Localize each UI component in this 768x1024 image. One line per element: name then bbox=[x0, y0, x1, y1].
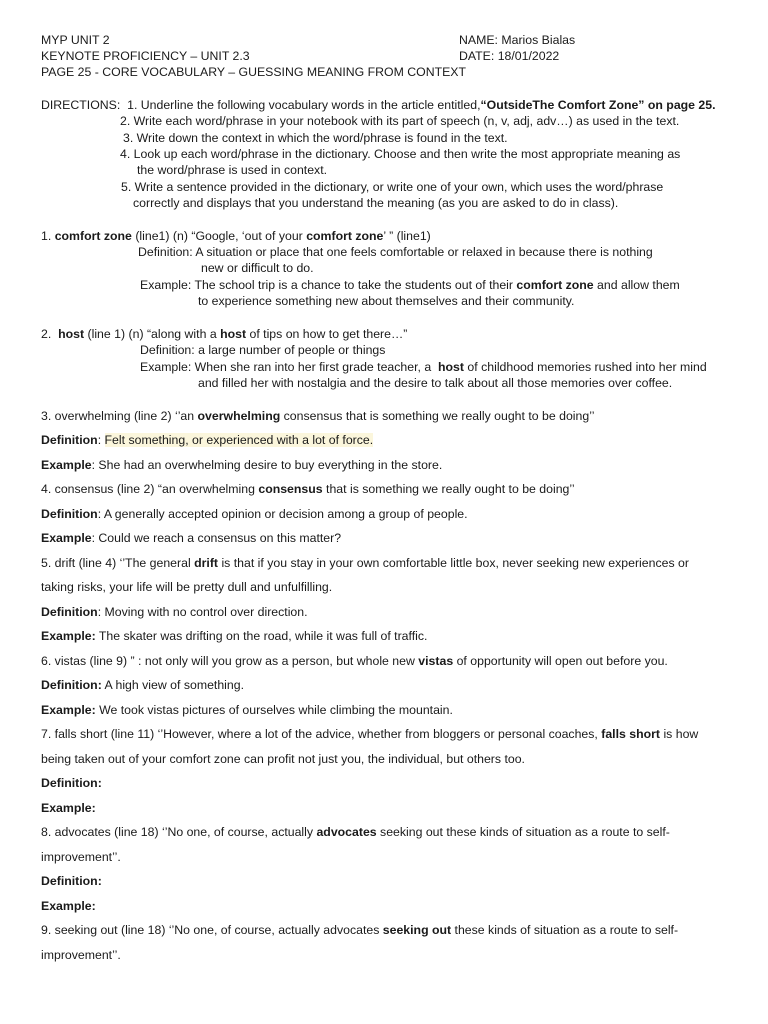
example-text: : Could we reach a consensus on this matter? bbox=[91, 531, 342, 545]
definition-text-highlighted: Felt something, or experienced with a lot of force. bbox=[104, 433, 374, 447]
example-text: and allow them bbox=[597, 278, 680, 292]
vocab-item-2-definition: Definition: a large number of people or things bbox=[140, 343, 386, 357]
example-text: We took vistas pictures of ourselves while climbing the mountain. bbox=[99, 703, 453, 717]
context-text: seeking out these kinds of situation as a route to self- bbox=[380, 825, 670, 839]
context-text: 9. seeking out (line 18) ‘’No one, of course, actually advocates bbox=[41, 923, 380, 937]
context-text: 4. consensus (line 2) “an overwhelming bbox=[41, 482, 255, 496]
definition-text: A high view of something. bbox=[104, 678, 244, 692]
example-label: Example: bbox=[41, 801, 96, 815]
definition-label: Definition: bbox=[41, 678, 102, 692]
date: DATE: 18/01/2022 bbox=[459, 49, 560, 63]
vocab-item-3-definition: Definition: Felt something, or experienced with a lot of force. bbox=[41, 433, 374, 447]
vocab-item-2-heading bbox=[41, 326, 407, 342]
item-number: 2. bbox=[41, 327, 52, 341]
example-text: : She had an overwhelming desire to buy everything in the store. bbox=[91, 458, 443, 472]
example-label: Example: bbox=[41, 629, 96, 643]
item-number: 1. bbox=[41, 229, 52, 243]
vocab-item-4-heading bbox=[41, 481, 575, 497]
context-text: 8. advocates (line 18) ‘’No one, of course, actually bbox=[41, 825, 314, 839]
example-text: Example: When she ran into her first grade teacher, a bbox=[140, 360, 432, 374]
page-title: PAGE 25 - CORE VOCABULARY – GUESSING MEANING FROM CONTEXT bbox=[41, 65, 467, 79]
vocab-item-3-heading bbox=[41, 408, 594, 424]
vocab-item-7-heading-cont: being taken out of your comfort zone can profit not just you, the individual, but others too. bbox=[41, 752, 525, 766]
vocab-word: advocates bbox=[316, 825, 377, 839]
vocab-item-1-definition: Definition: A situation or place that one feels comfortable or relaxed in because there is nothing bbox=[138, 245, 653, 259]
vocab-word: consensus bbox=[258, 482, 323, 496]
directions-step1 bbox=[41, 97, 716, 113]
directions-step5-cont: correctly and displays that you understand the meaning (as you are asked to do in class). bbox=[133, 196, 619, 210]
context-text: is that if you stay in your own comfortable little box, never seeking new experiences or bbox=[221, 556, 689, 570]
directions-step2: 2. Write each word/phrase in your notebook with its part of speech (n, v, adj, adv…) as used in the text. bbox=[120, 114, 680, 128]
vocab-item-5-definition bbox=[41, 604, 308, 620]
vocab-item-9-heading bbox=[41, 922, 678, 938]
context-text: 3. overwhelming (line 2) ‘’an bbox=[41, 409, 195, 423]
context-text: 7. falls short (line 11) ‘’However, where a lot of the advice, whether from bloggers or personal coaches, bbox=[41, 727, 598, 741]
vocab-item-6-example bbox=[41, 702, 453, 718]
vocab-item-3-example bbox=[41, 457, 442, 473]
vocab-item-6-heading bbox=[41, 653, 668, 669]
vocab-word: vistas bbox=[418, 654, 454, 668]
header-course: KEYNOTE PROFICIENCY – UNIT 2.3 bbox=[41, 49, 250, 63]
vocab-item-8-definition bbox=[41, 873, 102, 889]
directions-label: DIRECTIONS: bbox=[41, 98, 121, 112]
vocab-item-4-example bbox=[41, 530, 341, 546]
vocab-word-in-context: comfort zone bbox=[306, 229, 384, 243]
directions-step1-text: 1. Underline the following vocabulary words in the article entitled, bbox=[127, 98, 481, 112]
vocab-item-8-heading-cont: improvement’’. bbox=[41, 850, 121, 864]
vocab-item-8-heading bbox=[41, 824, 670, 840]
vocab-item-5-heading-cont: taking risks, your life will be pretty dull and unfulfilling. bbox=[41, 580, 333, 594]
context-text: of opportunity will open out before you. bbox=[456, 654, 668, 668]
vocab-item-1-example bbox=[140, 277, 680, 293]
vocab-word: seeking out bbox=[382, 923, 452, 937]
definition-label: Definition: bbox=[41, 776, 102, 790]
example-label: Example: bbox=[41, 899, 96, 913]
vocab-item-6-definition bbox=[41, 677, 244, 693]
vocab-item-2-example bbox=[140, 359, 707, 375]
context-text: ’ ” (line1) bbox=[383, 229, 431, 243]
vocab-item-1-definition-cont: new or difficult to do. bbox=[201, 261, 314, 275]
context-text: is how bbox=[663, 727, 699, 741]
directions-step4-cont: the word/phrase is used in context. bbox=[137, 163, 328, 177]
vocab-word: comfort zone bbox=[54, 229, 132, 243]
context-text: (line1) (n) “Google, ‘out of your bbox=[135, 229, 303, 243]
article-title: “OutsideThe Comfort Zone” on page 25. bbox=[480, 98, 716, 112]
header-unit: MYP UNIT 2 bbox=[41, 33, 110, 47]
vocab-item-2-example-cont: and filled her with nostalgia and the desire to talk about all those memories over coffee. bbox=[198, 376, 673, 390]
vocab-item-7-definition bbox=[41, 775, 102, 791]
definition-text: : Moving with no control over direction. bbox=[97, 605, 308, 619]
context-text: that is something we really ought to be doing’’ bbox=[326, 482, 575, 496]
vocab-word: falls short bbox=[601, 727, 661, 741]
example-text: Example: The school trip is a chance to take the students out of their bbox=[140, 278, 513, 292]
vocab-word: overwhelming bbox=[197, 409, 281, 423]
vocab-item-7-example bbox=[41, 800, 96, 816]
definition-text: : A generally accepted opinion or decision among a group of people. bbox=[97, 507, 468, 521]
vocab-item-8-example bbox=[41, 898, 96, 914]
definition-label: Definition: bbox=[41, 874, 102, 888]
vocab-word-in-example: comfort zone bbox=[516, 278, 594, 292]
vocab-item-1-heading bbox=[41, 228, 431, 244]
vocab-item-9-heading-cont: improvement’’. bbox=[41, 948, 121, 962]
example-label: Example bbox=[41, 531, 92, 545]
context-text: 5. drift (line 4) ‘’The general bbox=[41, 556, 191, 570]
vocab-item-5-example bbox=[41, 628, 427, 644]
student-name: NAME: Marios Bialas bbox=[459, 33, 576, 47]
vocab-item-1-example-cont: to experience something new about themselves and their community. bbox=[198, 294, 575, 308]
definition-label: Definition bbox=[41, 605, 98, 619]
vocab-word-in-context: host bbox=[220, 327, 247, 341]
definition-label: Definition bbox=[41, 433, 98, 447]
context-text: 6. vistas (line 9) ” : not only will you grow as a person, but whole new bbox=[41, 654, 415, 668]
definition-label: Definition bbox=[41, 507, 98, 521]
context-text: of tips on how to get there…” bbox=[249, 327, 408, 341]
example-label: Example bbox=[41, 458, 92, 472]
vocab-item-5-heading bbox=[41, 555, 689, 571]
context-text: consensus that is something we really ought to be doing’’ bbox=[283, 409, 595, 423]
vocab-word-in-example: host bbox=[438, 360, 464, 374]
directions-step4: 4. Look up each word/phrase in the dictionary. Choose and then write the most appropriate meaning as bbox=[120, 147, 681, 161]
example-text: The skater was drifting on the road, while it was full of traffic. bbox=[98, 629, 428, 643]
vocab-item-7-heading bbox=[41, 726, 698, 742]
vocab-word: drift bbox=[194, 556, 219, 570]
example-label: Example: bbox=[41, 703, 96, 717]
vocab-item-4-definition bbox=[41, 506, 468, 522]
directions-step3: 3. Write down the context in which the word/phrase is found in the text. bbox=[123, 131, 508, 145]
context-text: these kinds of situation as a route to self- bbox=[454, 923, 679, 937]
example-text: of childhood memories rushed into her mind bbox=[467, 360, 707, 374]
context-text: (line 1) (n) “along with a bbox=[87, 327, 217, 341]
vocab-word: host bbox=[58, 327, 85, 341]
directions-step5: 5. Write a sentence provided in the dictionary, or write one of your own, which uses the word/phrase bbox=[121, 180, 664, 194]
